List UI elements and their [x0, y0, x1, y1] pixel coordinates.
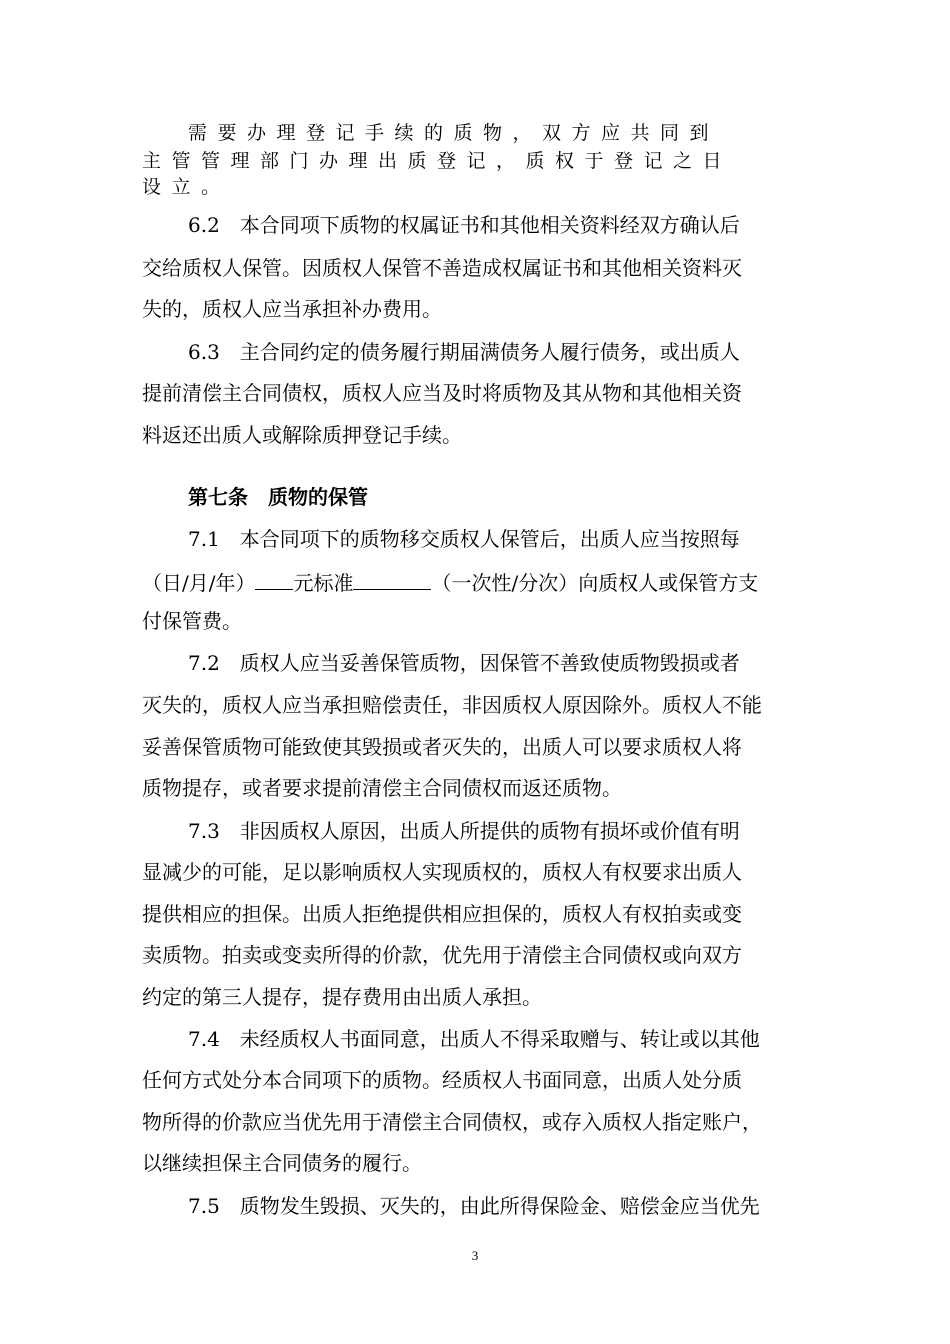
article-7-heading: 第七条 质物的保管	[188, 485, 368, 509]
clause-7-1-standard-label: 元标准	[293, 571, 354, 595]
clause-7-1-line-2	[142, 569, 822, 595]
intro-line-2: 主管管理部门办理出质登记，质权于登记之日	[142, 150, 733, 172]
clause-7-3-line-1: 7.3 非因质权人原因，出质人所提供的质物有损坏或价值有明	[188, 819, 740, 843]
clause-6-3-line-1: 6.3 主合同约定的债务履行期届满债务人履行债务，或出质人	[188, 340, 740, 364]
clause-7-1-payment-mode: （一次性/分次）向质权人或保管方支	[431, 571, 759, 595]
clause-7-2-line-3: 妥善保管质物可能致使其毁损或者灭失的，出质人可以要求质权人将	[142, 735, 742, 759]
fee-standard-blank[interactable]	[353, 569, 431, 590]
page-number: 3	[471, 1248, 479, 1263]
clause-6-3-line-2: 提前清偿主合同债权，质权人应当及时将质物及其从物和其他相关资	[142, 381, 742, 405]
clause-7-3-line-3: 提供相应的担保。出质人拒绝提供相应担保的，质权人有权拍卖或变	[142, 902, 742, 926]
clause-7-4-line-4: 以继续担保主合同债务的履行。	[142, 1151, 422, 1175]
intro-line-1: 需要办理登记手续的质物，双方应共同到	[188, 122, 720, 144]
clause-7-1-period-options: （日/月/年）	[142, 571, 256, 595]
clause-7-2-line-1: 7.2 质权人应当妥善保管质物，因保管不善致使质物毁损或者	[188, 651, 740, 675]
clause-7-4-line-3: 物所得的价款应当优先用于清偿主合同债权，或存入质权人指定账户，	[142, 1110, 762, 1134]
clause-7-2-line-4: 质物提存，或者要求提前清偿主合同债权而返还质物。	[142, 776, 622, 800]
clause-7-5-line-1: 7.5 质物发生毁损、灭失的，由此所得保险金、赔偿金应当优先	[188, 1194, 760, 1218]
clause-7-1-line-1: 7.1 本合同项下的质物移交质权人保管后，出质人应当按照每	[188, 527, 740, 551]
intro-line-3: 设立。	[142, 176, 231, 198]
clause-7-2-line-2: 灭失的，质权人应当承担赔偿责任，非因质权人原因除外。质权人不能	[142, 693, 762, 717]
clause-6-2-line-3: 失的，质权人应当承担补办费用。	[142, 297, 442, 321]
clause-6-2-line-1: 6.2 本合同项下质物的权属证书和其他相关资料经双方确认后	[188, 213, 740, 237]
clause-7-3-line-5: 约定的第三人提存，提存费用由出质人承担。	[142, 985, 542, 1009]
clause-6-2-line-2: 交给质权人保管。因质权人保管不善造成权属证书和其他相关资料灭	[142, 256, 742, 280]
clause-7-4-line-1: 7.4 未经质权人书面同意，出质人不得采取赠与、转让或以其他	[188, 1027, 760, 1051]
clause-7-3-line-2: 显减少的可能，足以影响质权人实现质权的，质权人有权要求出质人	[142, 860, 742, 884]
clause-6-3-line-3: 料返还出质人或解除质押登记手续。	[142, 423, 462, 447]
clause-7-4-line-2: 任何方式处分本合同项下的质物。经质权人书面同意，出质人处分质	[142, 1068, 742, 1092]
clause-7-3-line-4: 卖质物。拍卖或变卖所得的价款，优先用于清偿主合同债权或向双方	[142, 943, 742, 967]
fee-amount-blank[interactable]	[255, 569, 293, 590]
clause-7-1-line-3: 付保管费。	[142, 609, 242, 633]
